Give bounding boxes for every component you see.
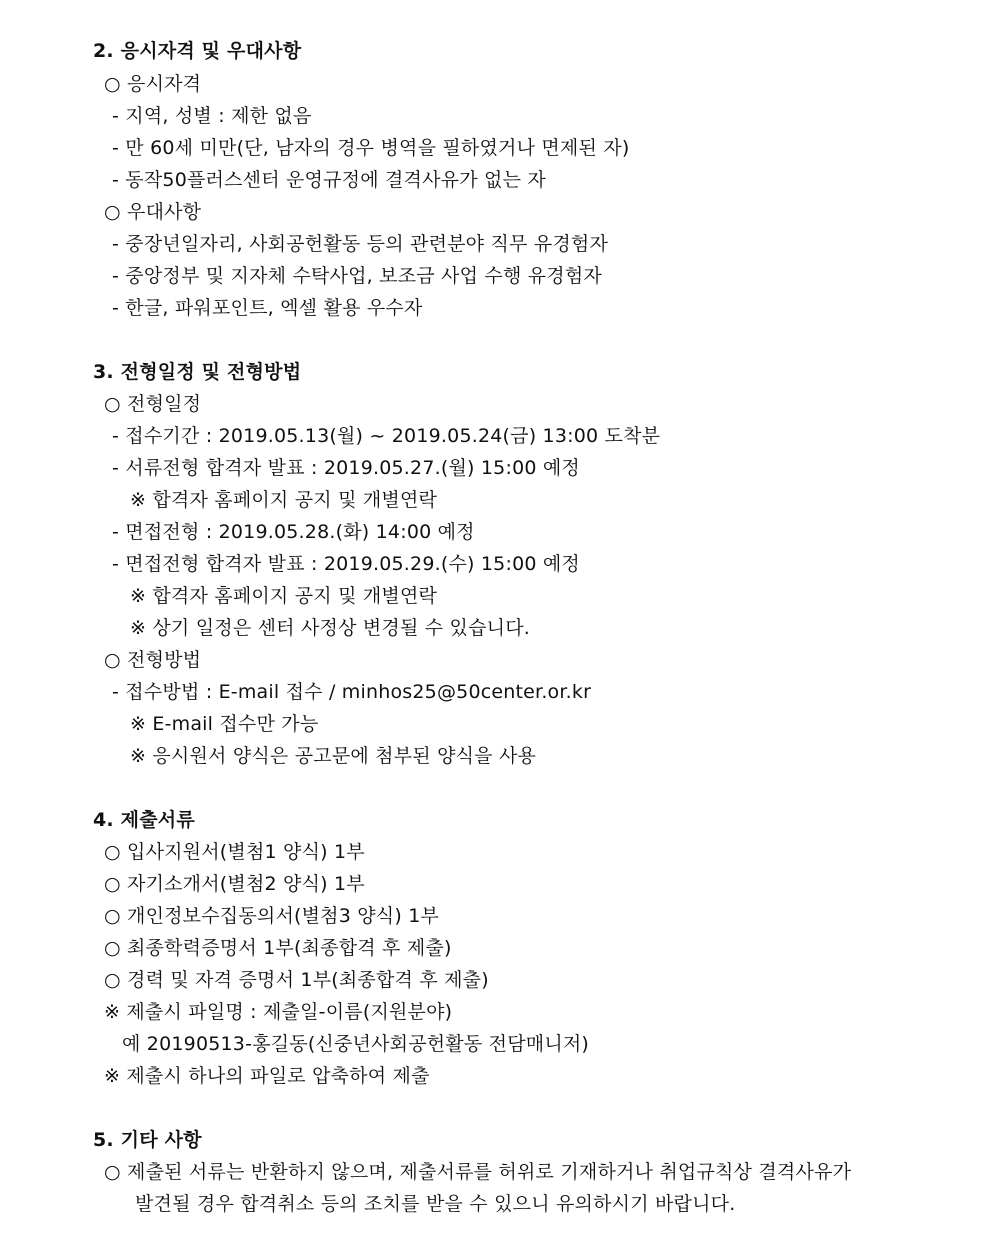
note-item: ※ 제출시 파일명 : 제출일-이름(지원분야) — [104, 1001, 453, 1023]
document-item: ○ 최종학력증명서 1부(최종합격 후 제출) — [104, 937, 452, 959]
list-item: - 한글, 파워포인트, 엑셀 활용 우수자 — [112, 297, 423, 319]
list-item: - 지역, 성별 : 제한 없음 — [112, 105, 312, 127]
paragraph-line: ○ 제출된 서류는 반환하지 않으며, 제출서류를 허위로 기재하거나 취업규칙상 결격사유가 — [104, 1161, 852, 1183]
note-item: ※ 제출시 하나의 파일로 압축하여 제출 — [104, 1065, 430, 1087]
list-item: - 접수기간 : 2019.05.13(월) ~ 2019.05.24(금) 13:00 도착분 — [112, 425, 661, 447]
document-item: ○ 개인정보수집동의서(별첨3 양식) 1부 — [104, 905, 440, 927]
list-item: - 면접전형 합격자 발표 : 2019.05.29.(수) 15:00 예정 — [112, 553, 580, 575]
list-item: - 만 60세 미만(단, 남자의 경우 병역을 필하였거나 면제된 자) — [112, 137, 630, 159]
document-item: ○ 입사지원서(별첨1 양식) 1부 — [104, 841, 365, 863]
list-item: - 서류전형 합격자 발표 : 2019.05.27.(월) 15:00 예정 — [112, 457, 580, 479]
list-item: - 중앙정부 및 지자체 수탁사업, 보조금 사업 수행 유경험자 — [112, 265, 602, 287]
sub-item-qualification: ○ 응시자격 — [104, 73, 202, 95]
sub-item-schedule: ○ 전형일정 — [104, 393, 202, 415]
note-item: ※ 응시원서 양식은 공고문에 첨부된 양식을 사용 — [130, 745, 537, 767]
document-item: ○ 경력 및 자격 증명서 1부(최종합격 후 제출) — [104, 969, 489, 991]
paragraph-line: 발견될 경우 합격취소 등의 조치를 받을 수 있으니 유의하시기 바랍니다. — [135, 1193, 736, 1215]
note-item: ※ 합격자 홈페이지 공지 및 개별연락 — [130, 489, 438, 511]
example-item: 예 20190513-홍길동(신중년사회공헌활동 전담매니저) — [122, 1033, 590, 1055]
list-item: - 접수방법 : E-mail 접수 / minhos25@50center.or.kr — [112, 681, 592, 703]
note-item: ※ E-mail 접수만 가능 — [130, 713, 319, 735]
note-item: ※ 합격자 홈페이지 공지 및 개별연락 — [130, 585, 438, 607]
document-item: ○ 자기소개서(별첨2 양식) 1부 — [104, 873, 365, 895]
note-item: ※ 상기 일정은 센터 사정상 변경될 수 있습니다. — [130, 617, 531, 639]
sub-item-method: ○ 전형방법 — [104, 649, 202, 671]
section-heading-3: 3. 전형일정 및 전형방법 — [93, 361, 302, 383]
list-item: - 중장년일자리, 사회공헌활동 등의 관련분야 직무 유경험자 — [112, 233, 609, 255]
list-item: - 면접전형 : 2019.05.28.(화) 14:00 예정 — [112, 521, 475, 543]
sub-item-preference: ○ 우대사항 — [104, 201, 202, 223]
section-heading-5: 5. 기타 사항 — [93, 1129, 202, 1151]
list-item: - 동작50플러스센터 운영규정에 결격사유가 없는 자 — [112, 169, 546, 191]
section-heading-4: 4. 제출서류 — [93, 809, 195, 831]
section-heading-2: 2. 응시자격 및 우대사항 — [93, 40, 302, 62]
